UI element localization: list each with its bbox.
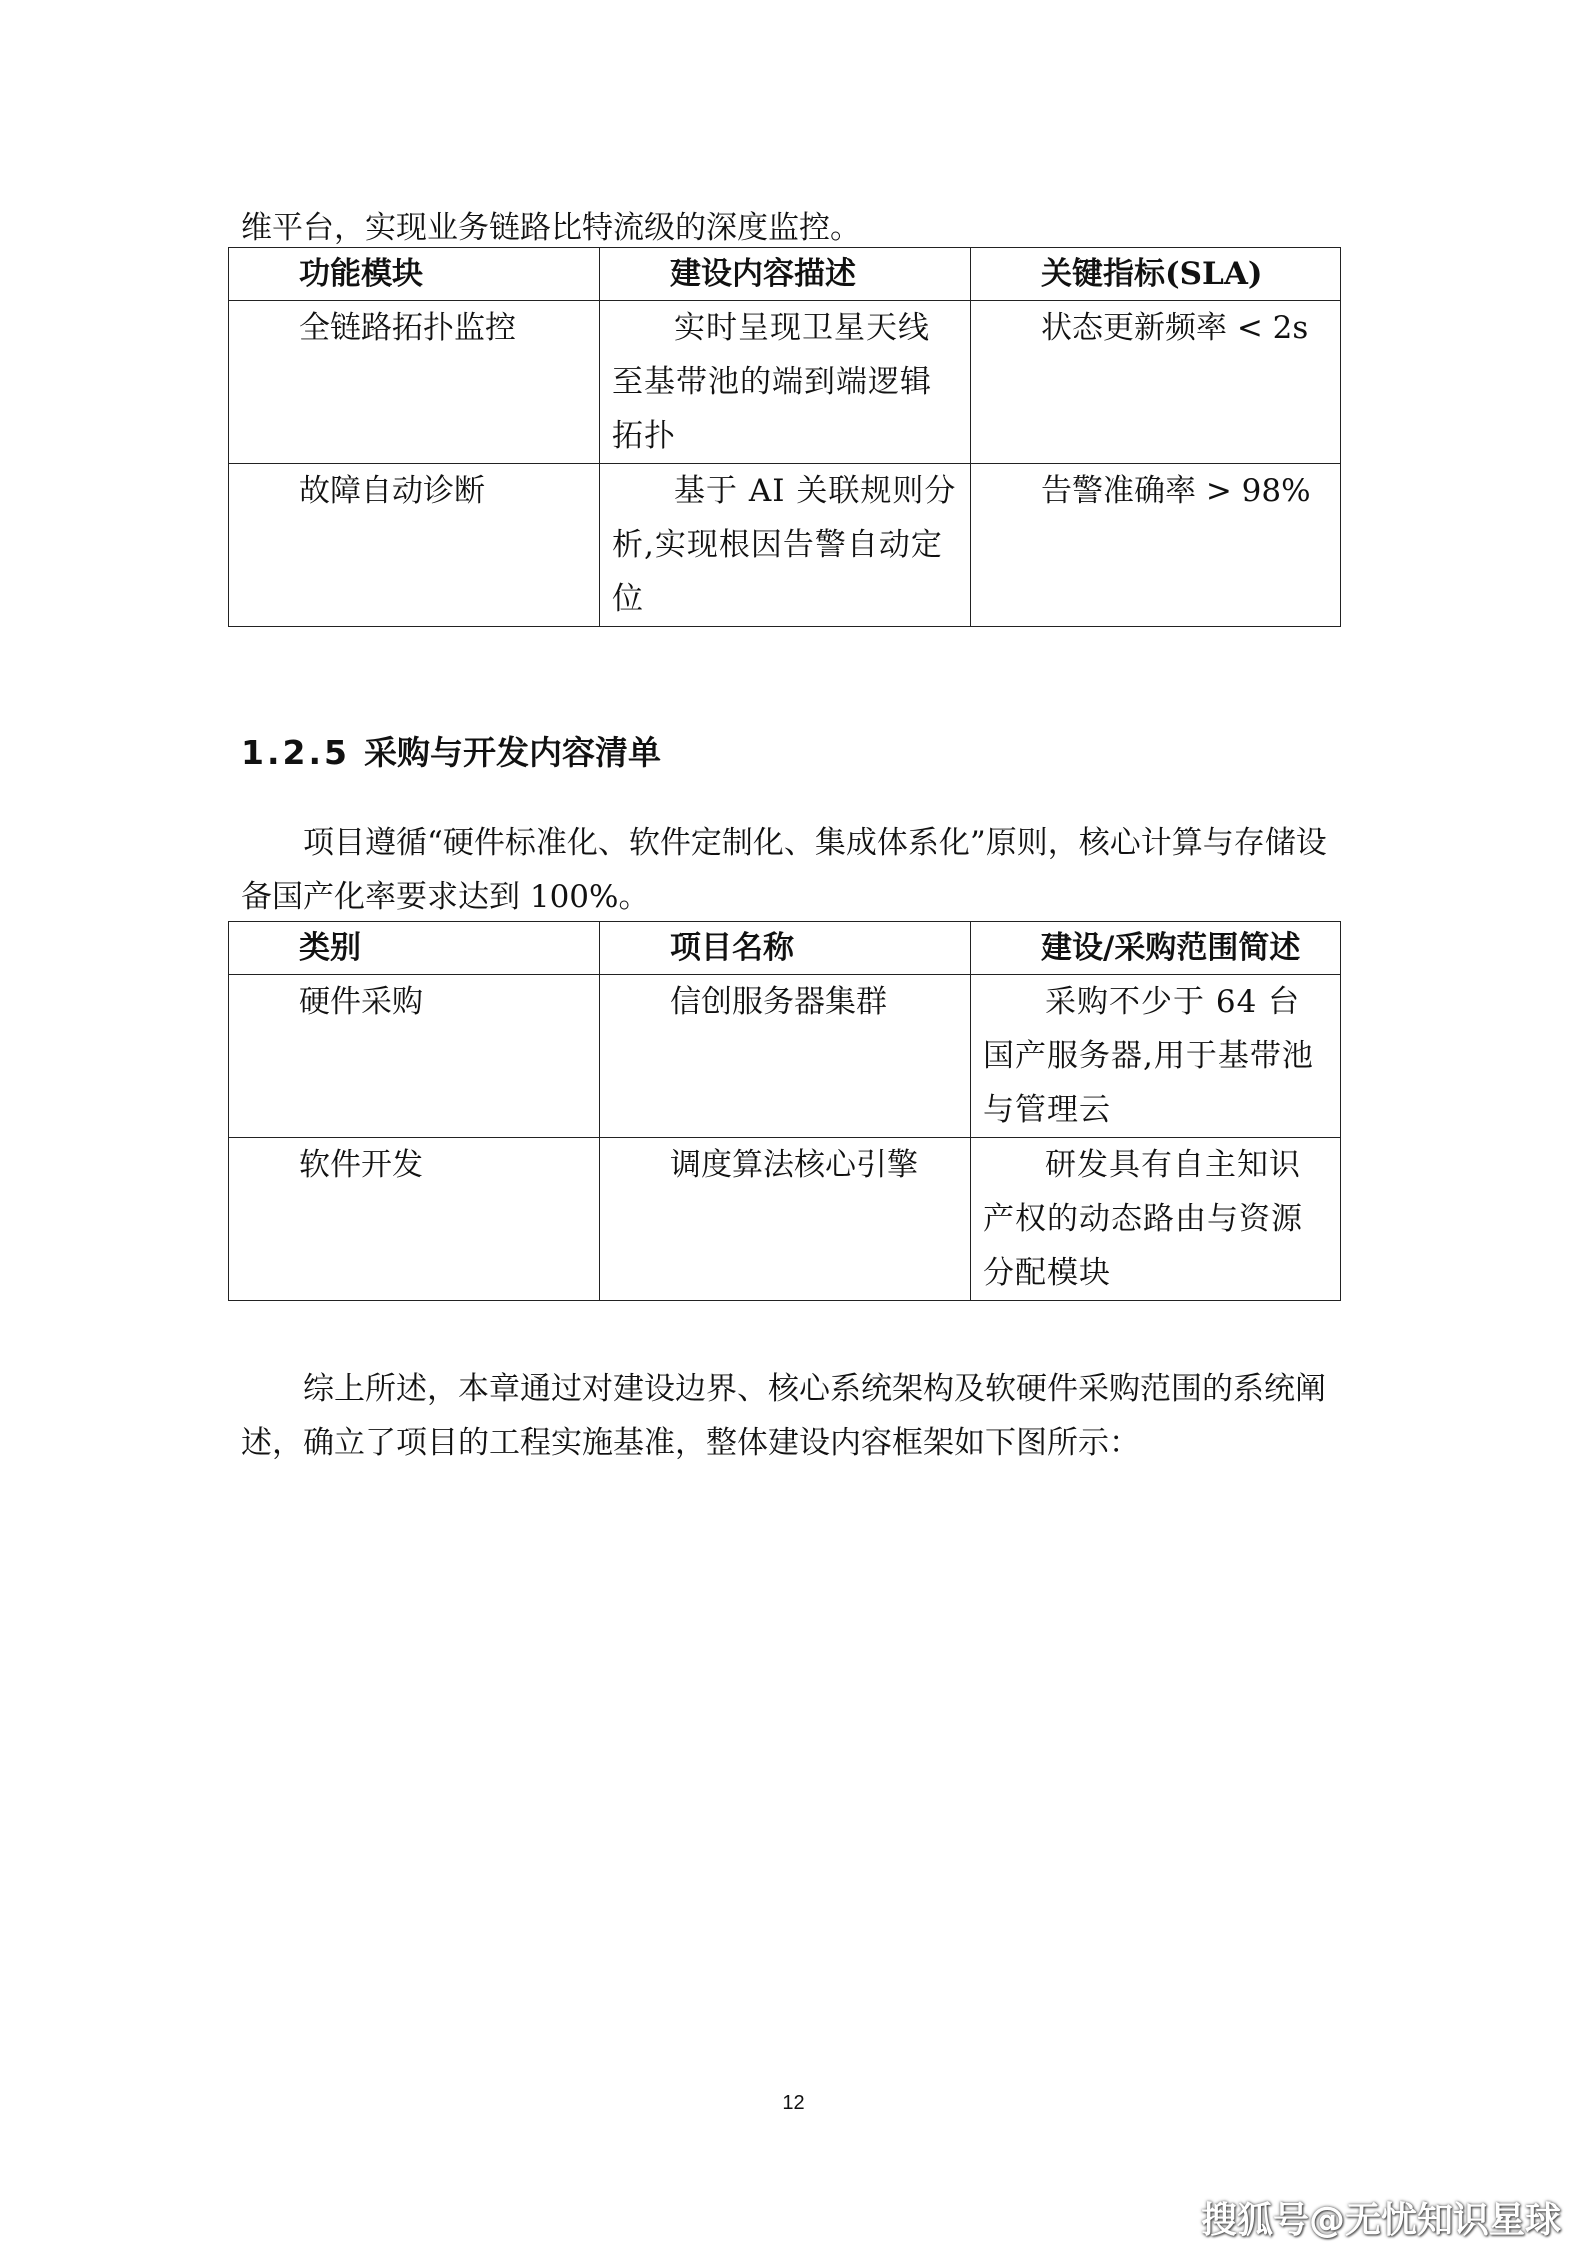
sla-table	[228, 247, 1341, 627]
table-cell: 研发具有自主知识产权的动态路由与资源分配模块	[971, 1138, 1341, 1301]
table-header-cell: 项目名称	[600, 922, 971, 975]
table-header-cell: 功能模块	[229, 248, 600, 301]
table-cell: 状态更新频率 < 2s	[971, 301, 1341, 464]
procurement-table	[228, 921, 1341, 1301]
section-number: 1.2.5	[241, 733, 350, 772]
table-cell: 告警准确率 > 98%	[971, 464, 1341, 627]
table-cell: 全链路拓扑监控	[229, 301, 600, 464]
table-cell: 信创服务器集群	[600, 975, 971, 1138]
table-cell: 基于 AI 关联规则分析,实现根因告警自动定位	[600, 464, 971, 627]
table-cell: 实时呈现卫星天线至基带池的端到端逻辑拓扑	[600, 301, 971, 464]
table-row	[229, 301, 1341, 464]
table-row	[229, 1138, 1341, 1301]
table-header-row	[229, 248, 1341, 301]
table-header-row	[229, 922, 1341, 975]
table-row	[229, 464, 1341, 627]
table-cell: 调度算法核心引擎	[600, 1138, 971, 1301]
section-heading	[241, 728, 661, 778]
table-header-cell: 建设/采购范围简述	[971, 922, 1341, 975]
section-title: 采购与开发内容清单	[363, 733, 661, 772]
intro-line: 维平台，实现业务链路比特流级的深度监控。	[241, 210, 861, 246]
paragraph-procurement-intro: 项目遵循“硬件标准化、软件定制化、集成体系化”原则，核心计算与存储设备国产化率要求达到 100%。	[241, 825, 1327, 915]
table-header-cell: 类别	[229, 922, 600, 975]
table-row	[229, 975, 1341, 1138]
paragraph-summary: 综上所述，本章通过对建设边界、核心系统架构及软硬件采购范围的系统阐述，确立了项目的工程实施基准，整体建设内容框架如下图所示：	[241, 1371, 1326, 1461]
table-cell: 硬件采购	[229, 975, 600, 1138]
watermark: 搜狐号@无忧知识星球	[1200, 2200, 1561, 2241]
table-header-cell: 关键指标(SLA)	[971, 248, 1341, 301]
table-cell: 故障自动诊断	[229, 464, 600, 627]
table-cell: 软件开发	[229, 1138, 600, 1301]
page-number: 12	[782, 2092, 805, 2114]
table-cell: 采购不少于 64 台国产服务器,用于基带池与管理云	[971, 975, 1341, 1138]
table-header-cell: 建设内容描述	[600, 248, 971, 301]
